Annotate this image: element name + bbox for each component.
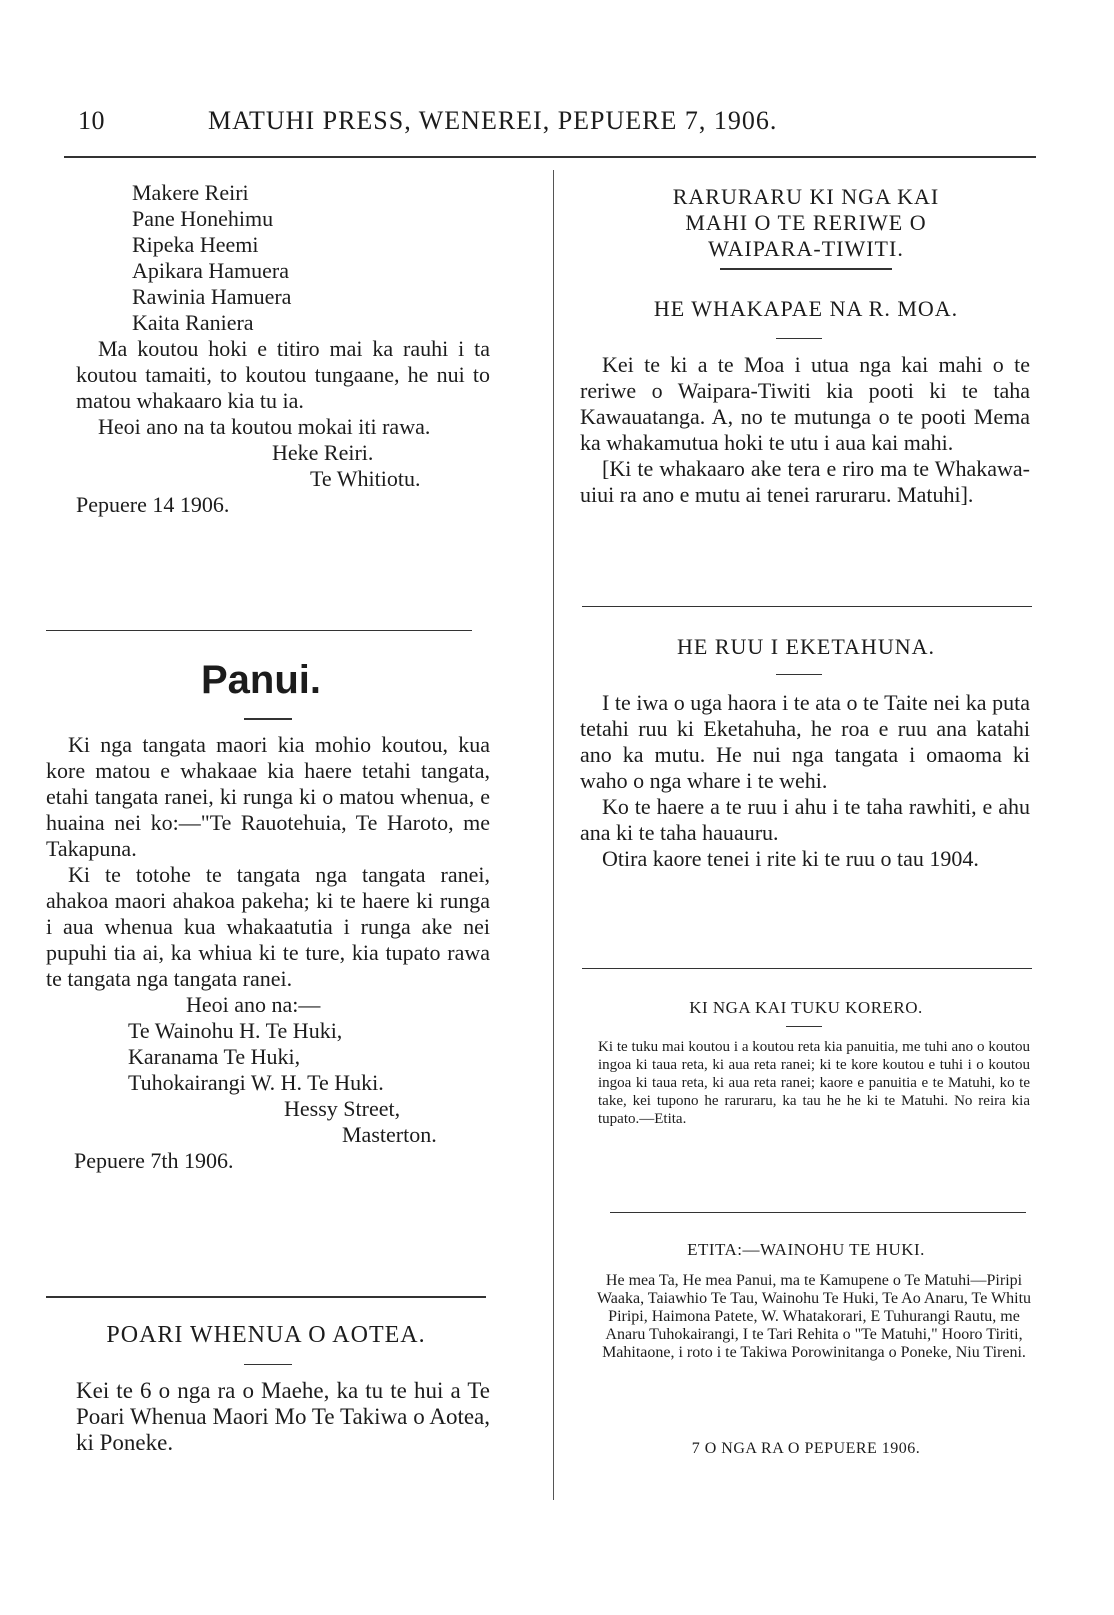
address-line: Hessy Street, — [284, 1096, 401, 1121]
heading-line: MAHI O TE RERIWE O — [685, 210, 927, 235]
title-dash — [786, 1026, 822, 1027]
masthead: MATUHI PRESS, WENEREI, PEPUERE 7, 1906. — [208, 106, 778, 135]
panui-paragraph: Ki te totohe te tangata nga tangata ranei, ahakoa maori ahakoa pakeha; ki te haere ki runga i aua whenua kua whakaatutia i runga ake nei pupuhi tia ai, ka whiua ki te ture, kia tupato rawa te tangata nga tangata ranei. — [46, 862, 490, 991]
section-rule — [610, 1212, 1026, 1213]
signer: Tuhokairangi W. H. Te Huki. — [128, 1070, 384, 1095]
ruu-article — [580, 690, 1030, 872]
heading-line: WAIPARA-TIWITI. — [708, 236, 904, 261]
article-paragraph: [Ki te whakaaro ake tera e riro ma te Whakawa-uiui ra ano e mutu ai tenei raruraru. Matuhi]. — [580, 456, 1030, 507]
left-column — [76, 180, 490, 518]
page-number: 10 — [78, 106, 105, 135]
title-dash — [244, 718, 292, 720]
article-paragraph: Ko te haere a te ruu i ahu i te taha rawhiti, e ahu ana ki te taha hauauru. — [580, 794, 1030, 845]
article-paragraph: I te iwa o uga haora i te ata o te Taite nei ka puta tetahi ruu ki Eketahuha, he roa e ruu ana katahi ano ka mutu. He nui nga tangata i omaoma ki waho o nga whare i te wehi. — [580, 690, 1030, 793]
poari-paragraph: Kei te 6 o nga ra o Maehe, ka tu te hui a Te Poari Whenua Maori Mo Te Takiwa o Aotea, ki Poneke. — [76, 1378, 490, 1455]
header-rule — [64, 156, 1036, 158]
name-item: Kaita Raniera — [132, 310, 254, 335]
panui-title: Panui. — [200, 658, 322, 702]
article-paragraph: Otira kaore tenei i rite ki te ruu o tau 1904. — [602, 846, 979, 871]
notice-date: Pepuere 7th 1906. — [74, 1148, 234, 1173]
signature-2: Te Whitiotu. — [310, 466, 421, 491]
section-rule — [582, 968, 1032, 969]
letter-date: Pepuere 14 1906. — [76, 492, 230, 517]
korero-notice — [598, 1038, 1030, 1128]
name-item: Rawinia Hamuera — [132, 284, 292, 309]
imprint-paragraph: He mea Ta, He mea Panui, ma te Kamupene o Te Matuhi—Piripi Waaka, Taiawhio Te Tau, Wainohu Te Huki, Te Ao Anaru, Te Whitu Piripi, Haimona Patete, W. Whatakorari, E Tuhurangi Rautu, me Anaru Tuhokairangi, I te Tari Rehita o "Te Matuhi," Hooro Tiriti, Mahitaone, i roto i te Takiwa Porowinitanga o Poneke, Niu Tireni. — [596, 1272, 1032, 1361]
section-rule — [582, 606, 1032, 607]
korero-paragraph: Ki te tuku mai koutou i a koutou reta kia panuitia, me tuhi ano o koutou ingoa ki taua reta, ki aua reta ranei; ki te kore koutou e tuhi i o koutou ingoa ki taua reta, ki aua reta ranei; kaore e panuitia e te Matuhi, ko te take, kei tupono he raruraru, ka tau he he ki te Matuhi. No reira kia tupato.—Etita. — [598, 1039, 1030, 1127]
ruu-title: HE RUU I EKETAHUNA. — [677, 634, 935, 659]
signature-1: Heke Reiri. — [272, 440, 374, 465]
column-divider — [553, 170, 554, 1500]
raruraru-article — [580, 352, 1030, 508]
name-item: Makere Reiri — [132, 180, 249, 205]
signer: Te Wainohu H. Te Huki, — [128, 1018, 343, 1043]
article-paragraph: Kei te ki a te Moa i utua nga kai mahi o te reriwe o Waipara-Tiwiti kia pooti ki te taha Kawauatanga. A, no te mutunga o te pooti Mema ka whakamutua hoki te utu i aua kai mahi. — [580, 352, 1030, 455]
raruraru-heading — [576, 184, 1036, 262]
korero-title: KI NGA KAI TUKU KORERO. — [689, 998, 923, 1017]
title-dash — [776, 674, 822, 675]
poari-notice — [76, 1378, 490, 1456]
section-rule — [46, 630, 472, 631]
panui-notice — [46, 732, 490, 1174]
letter-paragraph: Ma koutou hoki e titiro mai ka rauhi i ta koutou tamaiti, to koutou tungaane, he nui to matou whakaaro kia tu ia. — [76, 336, 490, 413]
section-rule — [46, 1296, 486, 1298]
poari-title: POARI WHENUA O AOTEA. — [106, 1322, 426, 1348]
heoi-line: Heoi ano na:— — [186, 992, 321, 1017]
name-item: Ripeka Heemi — [132, 232, 259, 257]
signer: Karanama Te Huki, — [128, 1044, 301, 1069]
title-dash — [776, 338, 822, 339]
panui-paragraph: Ki nga tangata maori kia mohio koutou, kua kore matou e whakaae kia haere tetahi tangata, etahi tangata ranei, ki runga ki o matou whenua, e huaina nei ko:—"Te Rauotehuia, Te Haroto, me Takapuna. — [46, 732, 490, 861]
etita-title: ETITA:—WAINOHU TE HUKI. — [687, 1240, 925, 1259]
name-item: Apikara Hamuera — [132, 258, 289, 283]
title-dash — [720, 268, 892, 270]
title-dash — [244, 1364, 292, 1365]
whakapae-title: HE WHAKAPAE NA R. MOA. — [653, 296, 959, 321]
address-line: Masterton. — [342, 1122, 437, 1147]
name-item: Pane Honehimu — [132, 206, 274, 231]
heading-line: RARURARU KI NGA KAI — [672, 184, 940, 209]
final-date: 7 O NGA RA O PEPUERE 1906. — [691, 1440, 921, 1457]
names-list — [76, 180, 490, 336]
imprint — [596, 1272, 1032, 1362]
letter-closing: Heoi ano na ta koutou mokai iti rawa. — [98, 414, 431, 439]
